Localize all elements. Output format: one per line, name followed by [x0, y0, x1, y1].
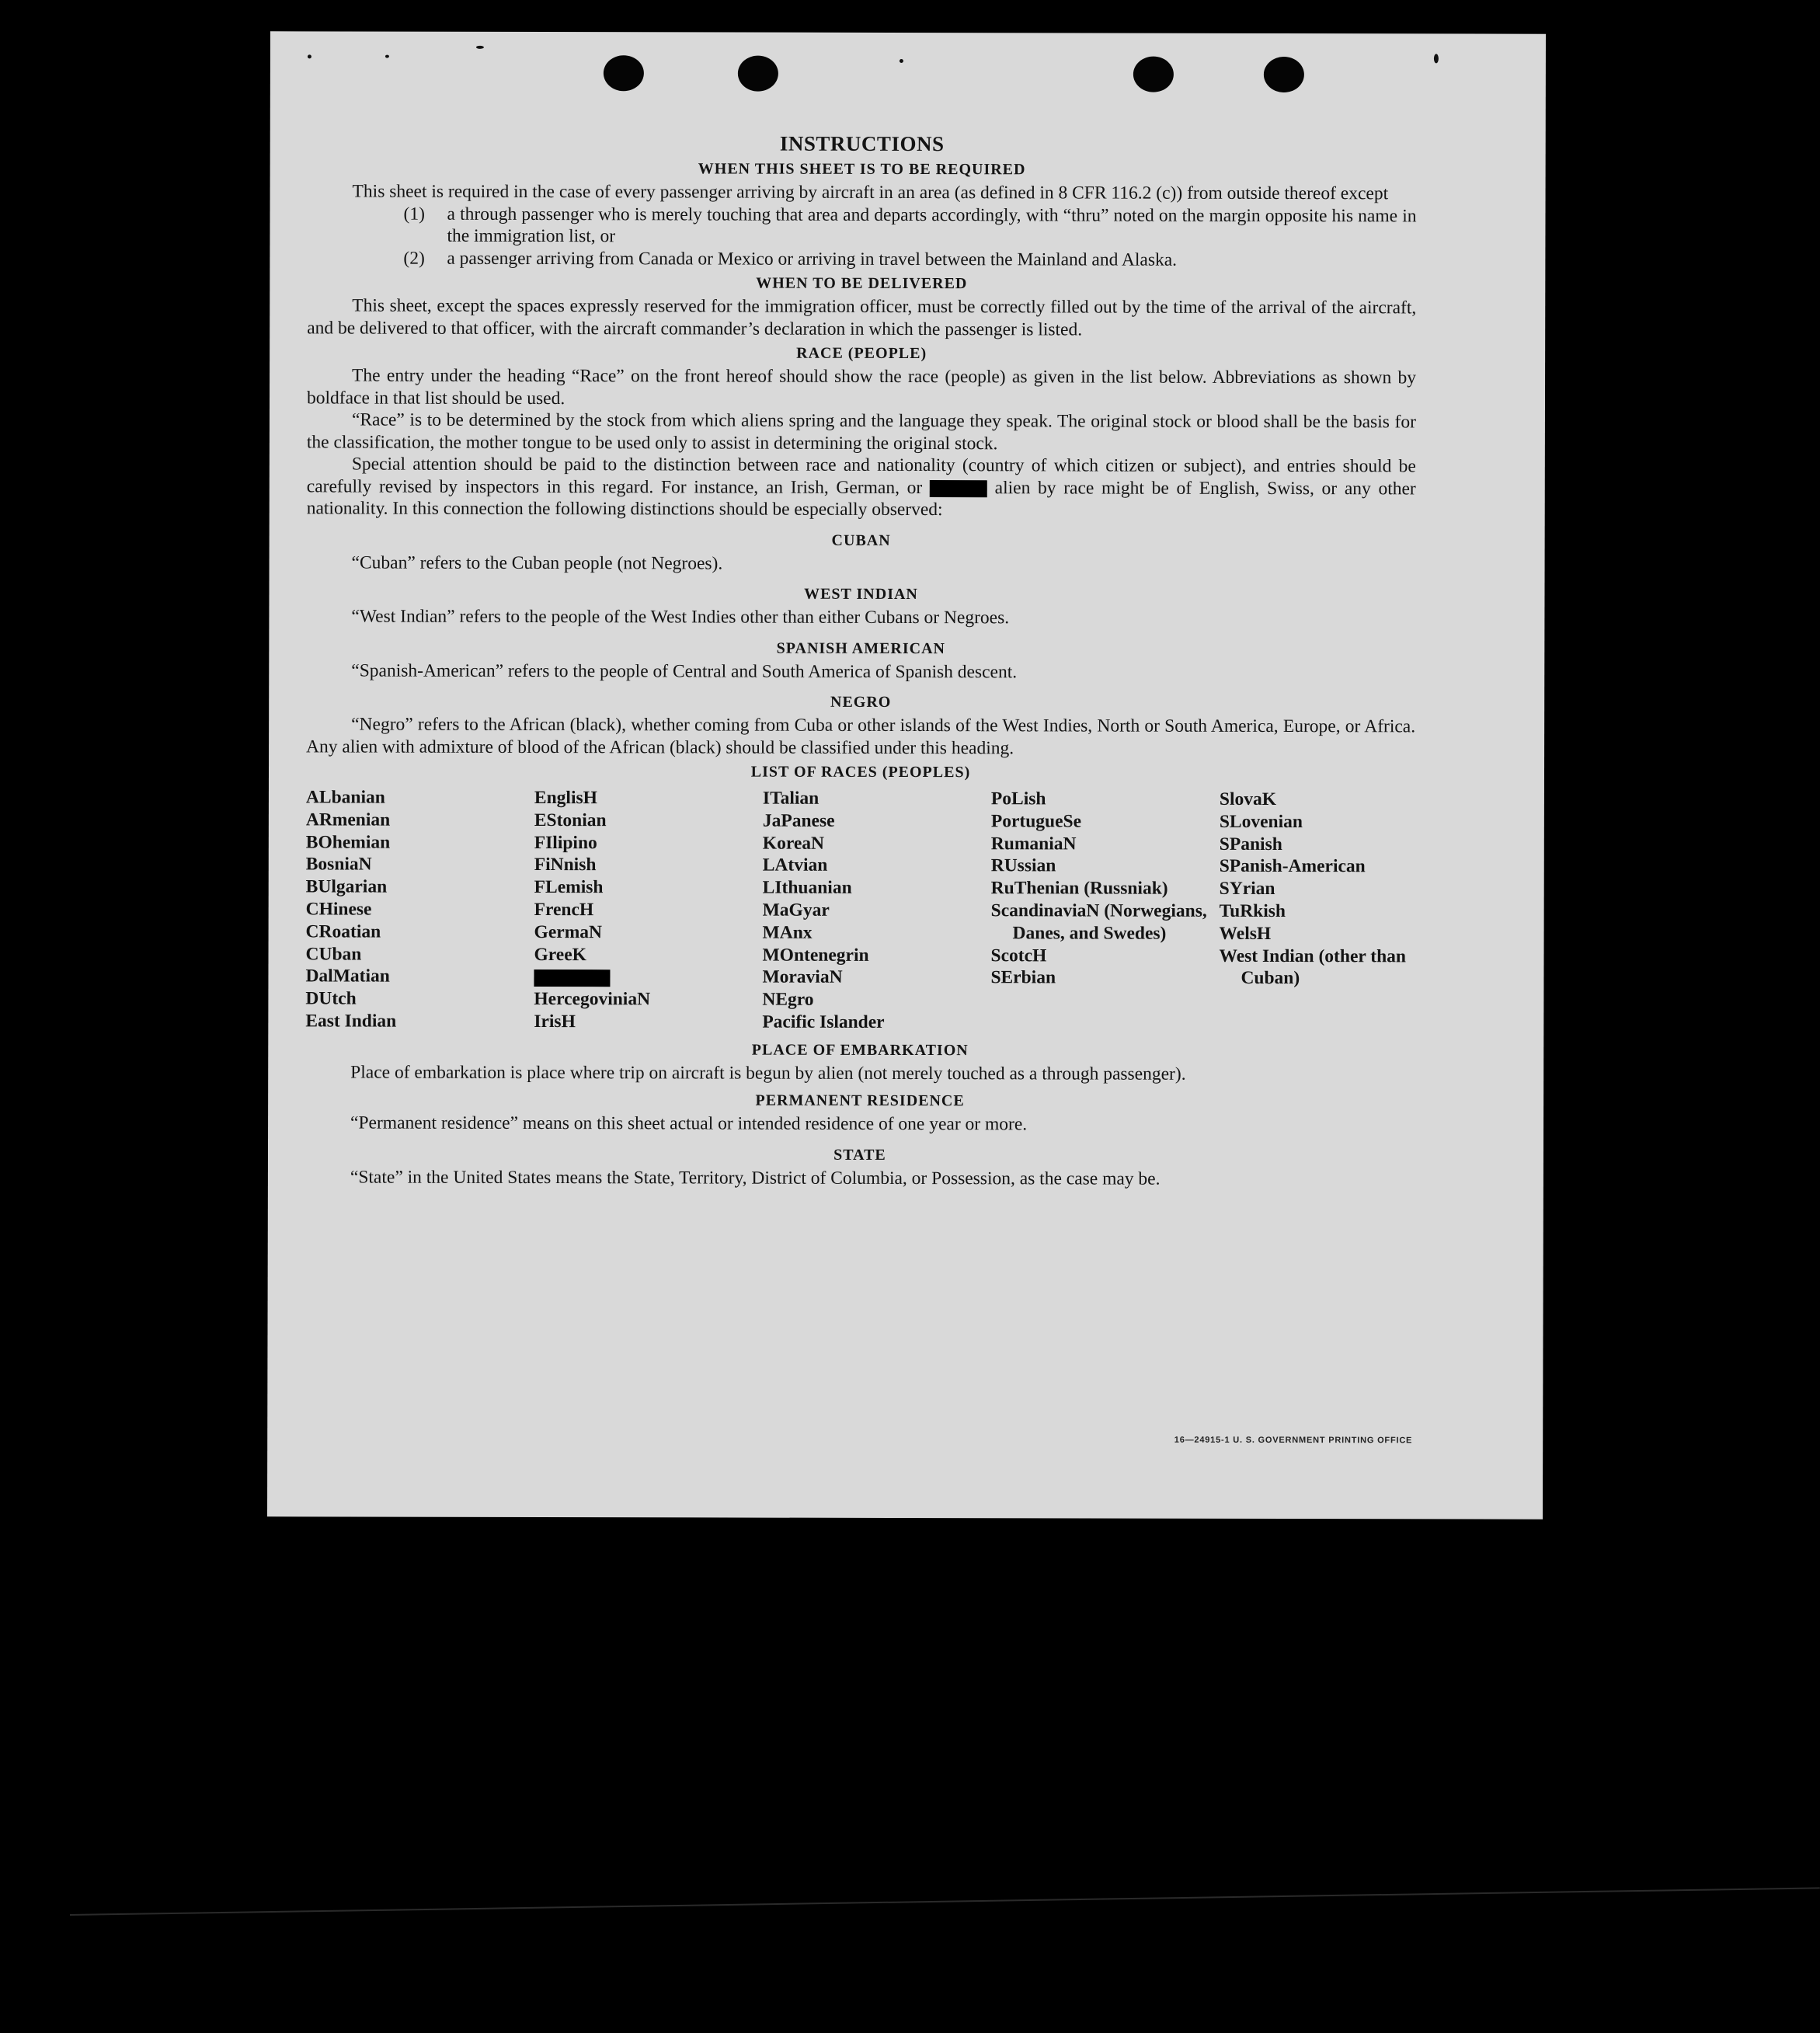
race-entry: IrisH [534, 1011, 576, 1032]
speck [1434, 54, 1439, 63]
race-entry: BUlgarian [305, 876, 388, 897]
punch-hole [1133, 57, 1174, 92]
exception-text: a through passenger who is merely touching that area and departs accordingly, with “thru” noted on the margin opposite his name in the immigration list, or [447, 204, 1417, 247]
redaction-mark [534, 970, 610, 987]
race-entry: SYrian [1219, 879, 1275, 900]
when-delivered-text: This sheet, except the spaces expressly reserved for the immigration officer, must be correctly filled out by the time of the arrival of the aircraft, and be delivered to that officer, with the aircraft commander’s declaration in which the passenger is listed. [307, 295, 1417, 339]
embarkation-text: Place of embarkation is place where trip on aircraft is begun by alien (not merely touched as a through passenger). [350, 1062, 1186, 1084]
race-entry: ITalian [762, 788, 820, 809]
race-entry: EnglisH [534, 787, 597, 809]
cuban-text: “Cuban” refers to the Cuban people (not Negroes). [351, 552, 723, 574]
section-heading-west-indian: WEST INDIAN [804, 585, 918, 604]
negro-text: “Negro” refers to the African (black), whether coming from Cuba or other islands of the West Indies, North or South America, Europe, or Africa. Any alien with admixture of blood of the African (black) should be classified under this heading. [306, 714, 1416, 758]
race-column [1219, 788, 1422, 1035]
race-entry: MaGyar [762, 900, 830, 921]
race-entry: LAtvian [762, 855, 828, 876]
race-column [990, 788, 1220, 1034]
race-entry: ScandinaviaN (Norwegians, Danes, and Swedes) [990, 900, 1207, 944]
section-heading-permanent-residence: PERMANENT RESIDENCE [755, 1091, 965, 1110]
race-entry: MAnx [762, 922, 813, 943]
section-heading-negro: NEGRO [830, 693, 892, 711]
state-text: “State” in the United States means the State, Territory, District of Columbia, or Possession, as the case may be. [350, 1167, 1161, 1189]
speck [476, 46, 484, 49]
race-entry: CRoatian [305, 921, 381, 942]
punch-hole [738, 56, 778, 92]
race-entry: MOntenegrin [762, 945, 869, 966]
section-heading-when-required: WHEN THIS SHEET IS TO BE REQUIRED [698, 160, 1026, 179]
punch-hole [1264, 57, 1304, 92]
race-entry: SPanish-American [1219, 856, 1366, 877]
printing-office-code: 16—24915-1 U. S. GOVERNMENT PRINTING OFFICE [1174, 1435, 1413, 1446]
race-entry: ScotcH [990, 945, 1047, 966]
race-entry: SErbian [990, 967, 1056, 988]
race-entry: KoreaN [762, 833, 825, 854]
section-heading-when-delivered: WHEN TO BE DELIVERED [756, 274, 968, 293]
spanish-american-text: “Spanish-American” refers to the people of Central and South America of Spanish descent. [351, 660, 1018, 682]
race-entry: FIlipino [534, 832, 597, 853]
race-paragraph-3 [307, 453, 1416, 521]
exception-text: a passenger arriving from Canada or Mexico or arriving in travel between the Mainland and Alaska. [447, 248, 1178, 270]
race-entry: Pacific Islander [762, 1011, 885, 1032]
speck [900, 59, 903, 63]
section-heading-race: RACE (PEOPLE) [796, 344, 927, 363]
race-entry: NEgro [762, 989, 814, 1010]
permanent-residence-text: “Permanent residence” means on this sheet actual or intended residence of one year or more. [350, 1112, 1028, 1135]
race-list [305, 786, 1415, 1035]
section-heading-spanish-american: SPANISH AMERICAN [776, 639, 946, 657]
race-column [534, 787, 763, 1033]
race-entry: MoraviaN [762, 966, 843, 988]
exception-item [403, 247, 1416, 271]
race-entry: PoLish [990, 788, 1046, 809]
race-entry: RUssian [990, 855, 1056, 876]
race-entry: CUban [305, 943, 362, 965]
race-paragraph-3-end: alien by race might be of English, Swiss, or any other nationality. In this connection the following distinctions should be especially observed: [306, 477, 1416, 520]
race-entry: ARmenian [305, 809, 391, 830]
section-heading-cuban: CUBAN [831, 531, 891, 549]
race-entry: CHinese [305, 899, 372, 920]
race-entry: FLemish [534, 877, 604, 898]
race-entry: FiNnish [534, 855, 597, 876]
section-heading-embarkation: PLACE OF EMBARKATION [751, 1041, 969, 1059]
race-entry: GreeK [534, 944, 586, 965]
page-title: INSTRUCTIONS [779, 131, 945, 156]
race-entry: TuRkish [1219, 900, 1286, 922]
race-paragraph-3-start: Special attention should be paid to the distinction between race and nationality (country of which citizen or subject), and entries should be carefully revised by inspectors in this regard. For instance, an Irish, German, or [306, 454, 1416, 498]
race-entry: LIthuanian [762, 877, 852, 899]
section-heading-list-of-races: LIST OF RACES (PEOPLES) [750, 763, 971, 782]
race-entry: SlovaK [1219, 788, 1277, 809]
speck [385, 55, 389, 58]
exception-number: (2) [403, 248, 425, 269]
race-entry: JaPanese [762, 810, 835, 831]
race-entry: GermaN [534, 921, 603, 942]
race-entry: PortugueSe [990, 811, 1082, 832]
race-entry: FrencH [534, 899, 594, 921]
race-entry-redacted [534, 966, 762, 988]
race-entry: HercegoviniaN [534, 989, 651, 1010]
race-entry: EStonian [534, 809, 607, 830]
when-required-intro: This sheet is required in the case of every passenger arriving by aircraft in an area (as defined in 8 CFR 116.2 (c)) from outside thereof except [352, 181, 1389, 204]
race-entry: West Indian (other than Cuban) [1219, 945, 1407, 989]
exception-item [403, 203, 1416, 249]
race-entry: RuThenian (Russniak) [990, 878, 1168, 899]
race-entry: BOhemian [305, 831, 391, 853]
section-heading-state: STATE [833, 1146, 886, 1164]
race-entry: DUtch [305, 988, 357, 1009]
west-indian-text: “West Indian” refers to the people of the West Indies other than either Cubans or Negroes. [351, 606, 1010, 628]
instructions-content [305, 131, 1417, 1190]
race-entry: BosniaN [305, 854, 372, 875]
race-column [305, 786, 534, 1032]
scanner-edge-line [70, 1887, 1820, 1916]
race-entry: WelsH [1219, 923, 1272, 944]
exception-number: (1) [403, 204, 425, 225]
document-page [267, 31, 1546, 1519]
race-paragraph-2: “Race” is to be determined by the stock from which aliens spring and the language they speak. The original stock or blood shall be the basis for the classification, the mother tongue to be used only to assist in determining the original stock. [306, 409, 1416, 454]
race-entry: ALbanian [305, 787, 385, 808]
race-entry: DalMatian [305, 966, 390, 987]
race-entry: SPanish [1219, 834, 1282, 855]
race-paragraph-1: The entry under the heading “Race” on the front hereof should show the race (people) as given in the list below. Abbreviations as shown by boldface in that list should be used. [306, 365, 1417, 409]
redaction-mark [930, 480, 987, 497]
race-entry: East Indian [305, 1011, 397, 1032]
race-entry: RumaniaN [990, 833, 1077, 855]
punch-hole [604, 55, 644, 91]
race-column [762, 788, 991, 1034]
speck [308, 54, 311, 58]
race-entry: SLovenian [1219, 811, 1303, 832]
